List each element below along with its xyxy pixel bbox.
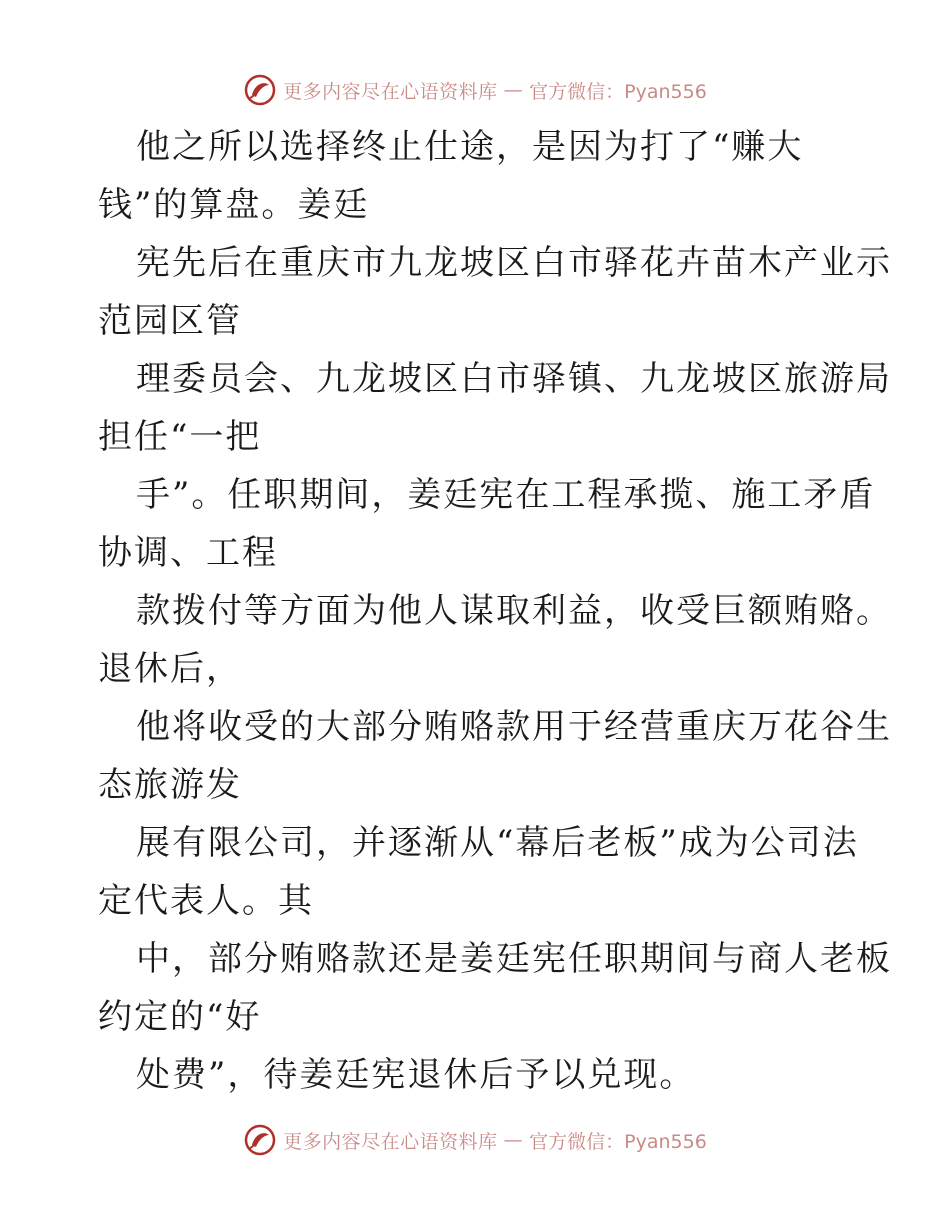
header-banner (0, 70, 950, 110)
banner-main-text: 更多内容尽在心语资料库 (283, 1130, 498, 1153)
text-line: 协调、工程 (98, 533, 278, 573)
banner-separator: — (503, 79, 524, 101)
text-line: 担任“一把 (98, 417, 262, 457)
text-line: 定代表人。其 (98, 881, 314, 921)
text-line: 处费”，待姜廷宪退休后予以兑现。 (136, 1055, 696, 1095)
banner-main-text: 更多内容尽在心语资料库 (283, 80, 498, 103)
text-line: 退休后， (98, 649, 242, 689)
logo-icon (243, 73, 277, 107)
text-line: 理委员会、九龙坡区白市驿镇、九龙坡区旅游局 (136, 359, 892, 399)
text-line: 手”。任职期间，姜廷宪在工程承揽、施工矛盾 (136, 475, 876, 515)
banner-sub-text: 官方微信：Pyan556 (529, 80, 707, 103)
text-line: 约定的“好 (98, 997, 262, 1037)
text-line: 范园区管 (98, 301, 242, 341)
text-line: 态旅游发 (98, 765, 242, 805)
text-line: 宪先后在重庆市九龙坡区白市驿花卉苗木产业示 (136, 243, 892, 283)
text-line: 钱”的算盘。姜廷 (98, 185, 370, 225)
text-line: 中，部分贿赂款还是姜廷宪任职期间与商人老板 (136, 939, 892, 979)
document-body (98, 118, 892, 1104)
text-line: 他将收受的大部分贿赂款用于经营重庆万花谷生 (136, 707, 892, 747)
logo-icon (243, 1123, 277, 1157)
text-line: 展有限公司，并逐渐从“幕后老板”成为公司法 (136, 823, 859, 863)
text-line: 款拨付等方面为他人谋取利益，收受巨额贿赂。 (136, 591, 892, 631)
banner-separator: — (503, 1129, 524, 1151)
banner-sub-text: 官方微信：Pyan556 (529, 1130, 707, 1153)
footer-banner (0, 1120, 950, 1160)
text-line: 他之所以选择终止仕途，是因为打了“赚大 (136, 127, 804, 167)
